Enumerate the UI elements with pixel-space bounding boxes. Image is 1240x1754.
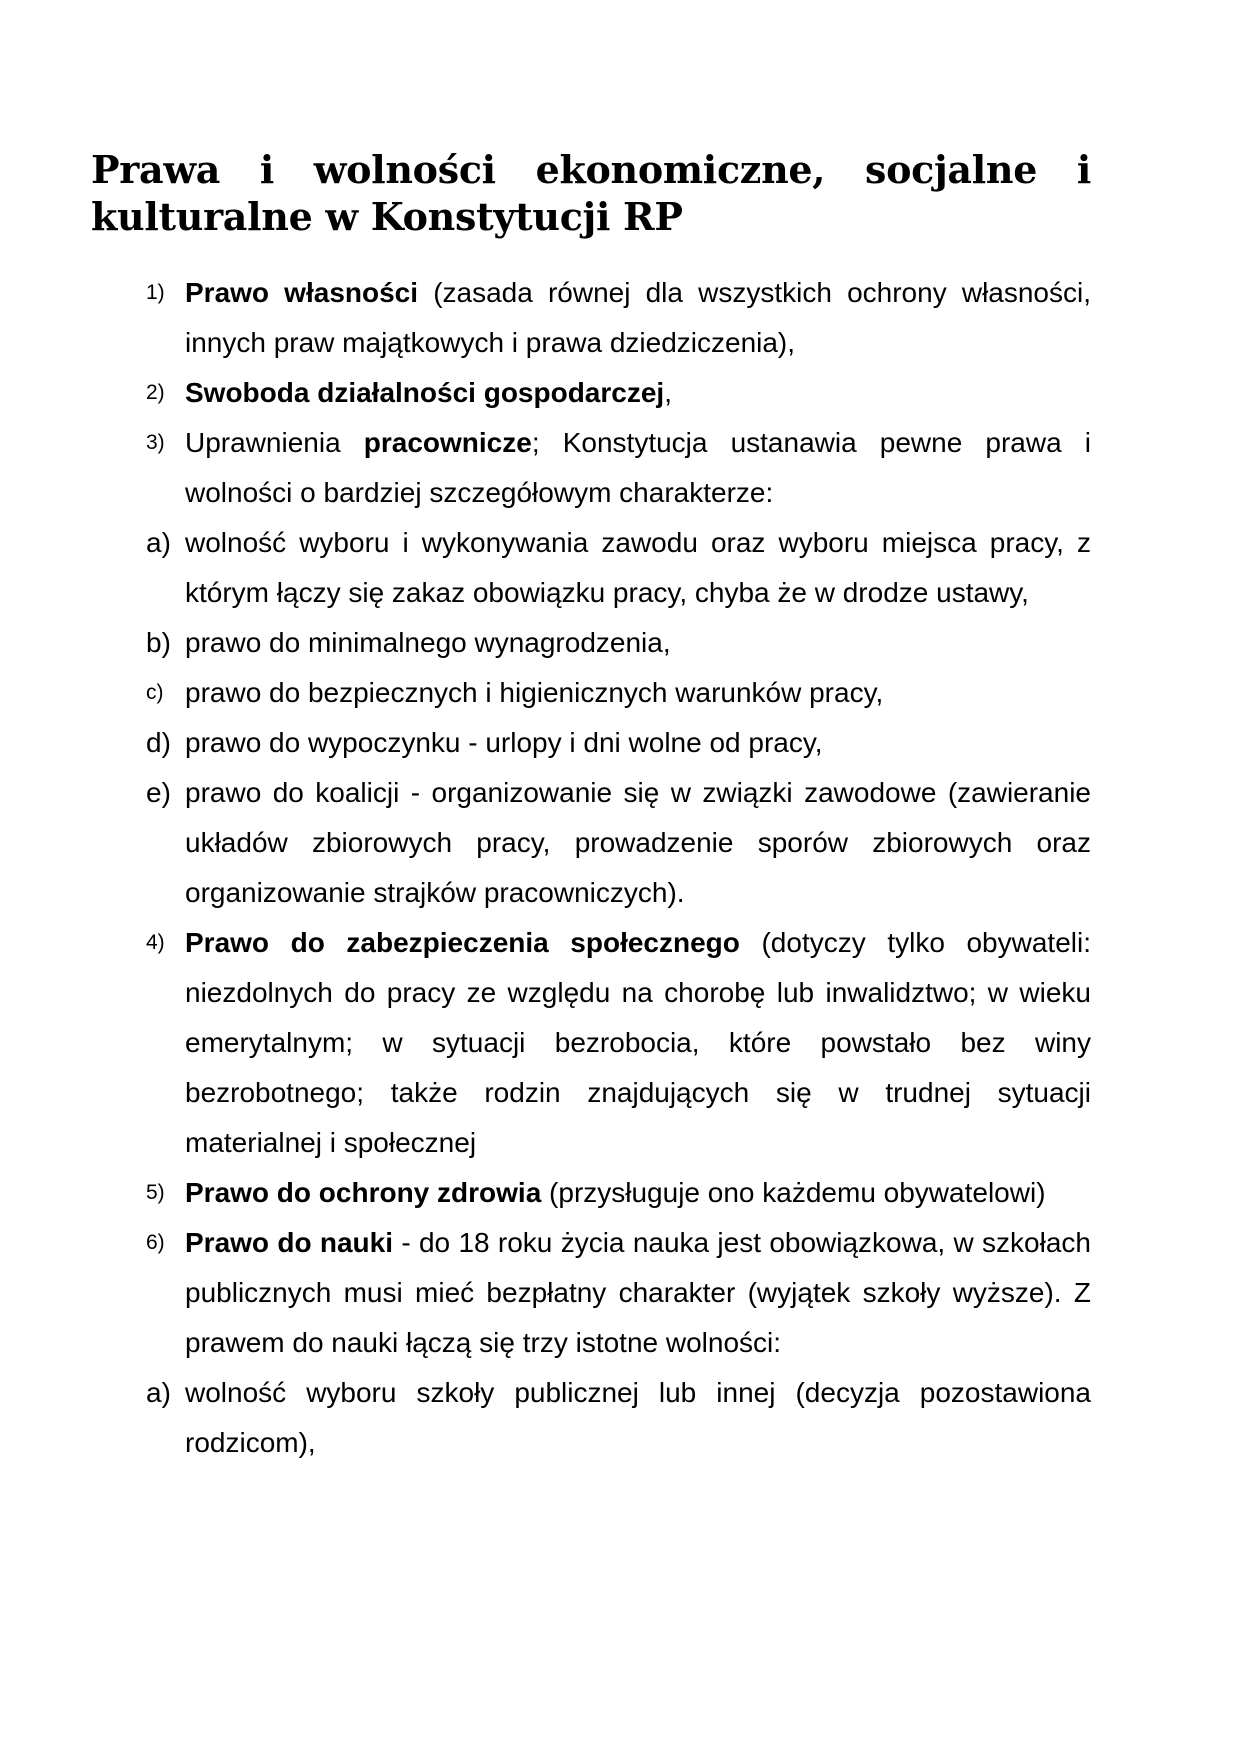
list-marker: a) <box>146 1377 171 1408</box>
rights-list <box>146 268 1091 1468</box>
list-marker: b) <box>146 627 171 658</box>
item-description: prawo do bezpiecznych i higienicznych warunków pracy, <box>185 677 884 708</box>
list-marker: 5) <box>146 1181 165 1204</box>
list-item-text <box>185 927 1091 1158</box>
list-item <box>146 268 1091 368</box>
item-description: prawo do koalicji - organizowanie się w związki zawodowe (zawieranie układów zbiorowych pracy, prowadzenie sporów zbiorowych oraz organizowanie strajków pracowniczych). <box>185 777 1091 908</box>
item-description: prawo do wypoczynku - urlopy i dni wolne od pracy, <box>185 727 823 758</box>
bold-term: Swoboda działalności gospodarczej <box>185 377 665 408</box>
list-item-text <box>185 277 1091 358</box>
item-description: ; Konstytucja ustanawia pewne prawa i wolności o bardziej szczegółowym charakterze: <box>185 427 1092 508</box>
list-item-text <box>185 1227 1091 1358</box>
item-description: (zasada równej dla wszystkich ochrony własności, innych praw majątkowych i prawa dziedziczenia), <box>185 277 1092 358</box>
bold-term: Prawo do ochrony zdrowia <box>185 1177 542 1208</box>
list-marker: 2) <box>146 381 165 404</box>
list-item <box>146 618 1091 668</box>
bold-term: Prawo własności <box>185 277 419 308</box>
list-item <box>146 668 1091 718</box>
item-description: (dotyczy tylko obywateli: niezdolnych do pracy ze względu na chorobę lub inwalidztwo; w wieku emerytalnym; w sytuacji bezrobocia, które powstało bez winy bezrobotnego; także rodzin znajdujących się w trudnej sytuacji materialnej i społecznej <box>185 927 1091 1158</box>
bold-term: Prawo do nauki <box>185 1227 394 1258</box>
list-item <box>146 518 1091 618</box>
list-item <box>146 1368 1091 1468</box>
list-item <box>146 418 1091 518</box>
item-description: wolność wyboru i wykonywania zawodu oraz wyboru miejsca pracy, z którym łączy się zakaz obowiązku pracy, chyba że w drodze ustawy, <box>185 527 1091 608</box>
list-marker: d) <box>146 727 171 758</box>
bold-term: pracownicze <box>363 427 532 458</box>
list-item-text <box>185 1177 1046 1208</box>
list-marker: e) <box>146 777 171 808</box>
list-item-text <box>185 427 1091 508</box>
list-item <box>146 1168 1091 1218</box>
document-title: Prawa i wolności ekonomiczne, socjalne i kulturalne w Konstytucji RP <box>91 147 1091 239</box>
list-marker: 3) <box>146 431 165 454</box>
item-description: (przysługuje ono każdemu obywatelowi) <box>541 1177 1046 1208</box>
list-item <box>146 1218 1091 1368</box>
item-description: , <box>664 377 672 408</box>
list-item <box>146 918 1091 1168</box>
item-description: prawo do minimalnego wynagrodzenia, <box>185 627 671 658</box>
list-item <box>146 718 1091 768</box>
list-marker: 1) <box>146 281 165 304</box>
item-description: - do 18 roku życia nauka jest obowiązkowa, w szkołach publicznych musi mieć bezpłatny charakter (wyjątek szkoły wyższe). Z prawem do nauki łączą się trzy istotne wolności: <box>185 1227 1091 1358</box>
list-marker: c) <box>146 681 164 704</box>
list-marker: a) <box>146 527 171 558</box>
list-item <box>146 368 1091 418</box>
list-marker: 4) <box>146 931 165 954</box>
item-description: wolność wyboru szkoły publicznej lub innej (decyzja pozostawiona rodzicom), <box>185 1377 1091 1458</box>
bold-term: Prawo do zabezpieczenia społecznego <box>185 927 740 958</box>
list-item-text <box>185 377 672 408</box>
item-lead: Uprawnienia <box>185 427 364 458</box>
list-item <box>146 768 1091 918</box>
list-marker: 6) <box>146 1231 165 1254</box>
